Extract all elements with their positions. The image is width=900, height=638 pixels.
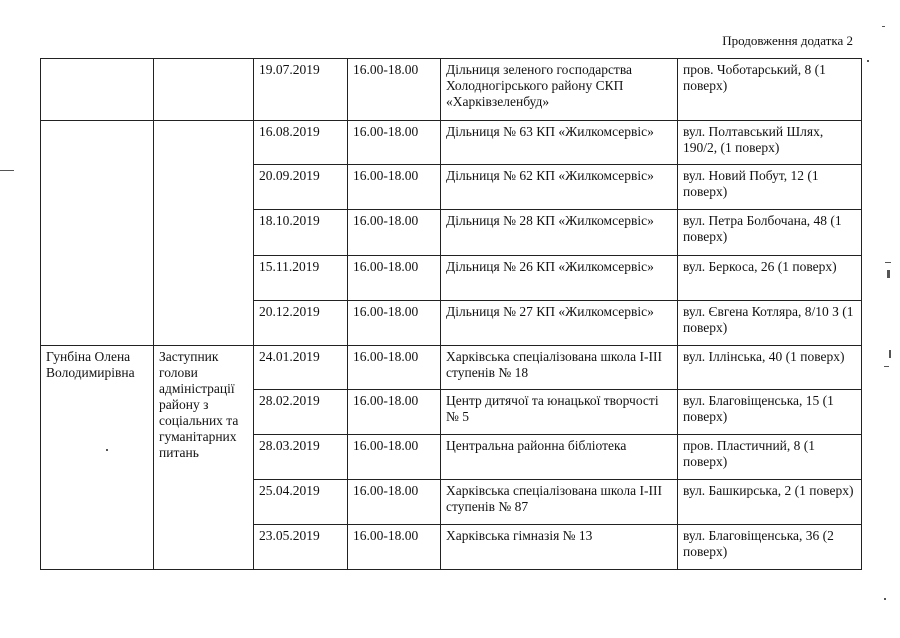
time-cell: 16.00-18.00 [348,59,441,121]
position-cell: Заступник голови адміністрації району з соціальних та гуманітарних питань [154,346,254,570]
table-row [41,346,862,390]
time-cell: 16.00-18.00 [348,525,441,570]
address-cell: вул. Петра Болбочана, 48 (1 поверх) [678,210,862,256]
location-cell: Дільниця № 28 КП «Жилкомсервіс» [441,210,678,256]
scan-speck [884,366,889,367]
date-cell: 28.02.2019 [254,390,348,435]
location-cell: Харківська спеціалізована школа І-ІІІ ступенів № 87 [441,480,678,525]
time-cell: 16.00-18.00 [348,346,441,390]
address-cell: вул. Іллінська, 40 (1 поверх) [678,346,862,390]
date-cell: 20.09.2019 [254,165,348,210]
address-cell: вул. Євгена Котляра, 8/10 З (1 поверх) [678,301,862,346]
location-cell: Центр дитячої та юнацької творчості № 5 [441,390,678,435]
time-cell: 16.00-18.00 [348,301,441,346]
address-cell: вул. Новий Побут, 12 (1 поверх) [678,165,862,210]
address-cell: вул. Полтавський Шлях, 190/2, (1 поверх) [678,121,862,165]
date-cell: 20.12.2019 [254,301,348,346]
date-cell: 15.11.2019 [254,256,348,301]
page-header-continuation: Продовження додатка 2 [722,33,853,48]
time-cell: 16.00-18.00 [348,210,441,256]
time-cell: 16.00-18.00 [348,435,441,480]
address-cell: пров. Чоботарський, 8 (1 поверх) [678,59,862,121]
location-cell: Дільниця № 27 КП «Жилкомсервіс» [441,301,678,346]
location-cell: Харківська гімназія № 13 [441,525,678,570]
time-cell: 16.00-18.00 [348,256,441,301]
date-cell: 28.03.2019 [254,435,348,480]
location-cell: Дільниця зеленого господарства Холодногірського району СКП «Харківзеленбуд» [441,59,678,121]
time-cell: 16.00-18.00 [348,480,441,525]
time-cell: 16.00-18.00 [348,390,441,435]
time-cell: 16.00-18.00 [348,165,441,210]
person-cell [41,59,154,121]
scan-speck [889,350,891,358]
address-cell: вул. Благовіщенська, 15 (1 поверх) [678,390,862,435]
address-cell: пров. Пластичний, 8 (1 поверх) [678,435,862,480]
scan-speck [0,170,14,171]
date-cell: 23.05.2019 [254,525,348,570]
table-row [41,121,862,165]
date-cell: 24.01.2019 [254,346,348,390]
scan-speck [867,60,869,62]
schedule-table [40,58,862,570]
table-row [41,59,862,121]
time-cell: 16.00-18.00 [348,121,441,165]
address-cell: вул. Беркоса, 26 (1 поверх) [678,256,862,301]
position-cell [154,59,254,121]
scan-speck [884,598,886,600]
scan-speck [885,262,891,263]
date-cell: 19.07.2019 [254,59,348,121]
date-cell: 25.04.2019 [254,480,348,525]
person-cell: Гунбіна Олена Володимирівна [41,346,154,570]
person-cell [41,121,154,346]
scan-speck [887,270,890,278]
date-cell: 18.10.2019 [254,210,348,256]
location-cell: Центральна районна бібліотека [441,435,678,480]
date-cell: 16.08.2019 [254,121,348,165]
location-cell: Дільниця № 63 КП «Жилкомсервіс» [441,121,678,165]
location-cell: Дільниця № 62 КП «Жилкомсервіс» [441,165,678,210]
address-cell: вул. Башкирська, 2 (1 поверх) [678,480,862,525]
location-cell: Харківська спеціалізована школа І-ІІІ ступенів № 18 [441,346,678,390]
scan-speck [882,26,885,27]
location-cell: Дільниця № 26 КП «Жилкомсервіс» [441,256,678,301]
scan-speck [106,449,108,451]
address-cell: вул. Благовіщенська, 36 (2 поверх) [678,525,862,570]
position-cell [154,121,254,346]
